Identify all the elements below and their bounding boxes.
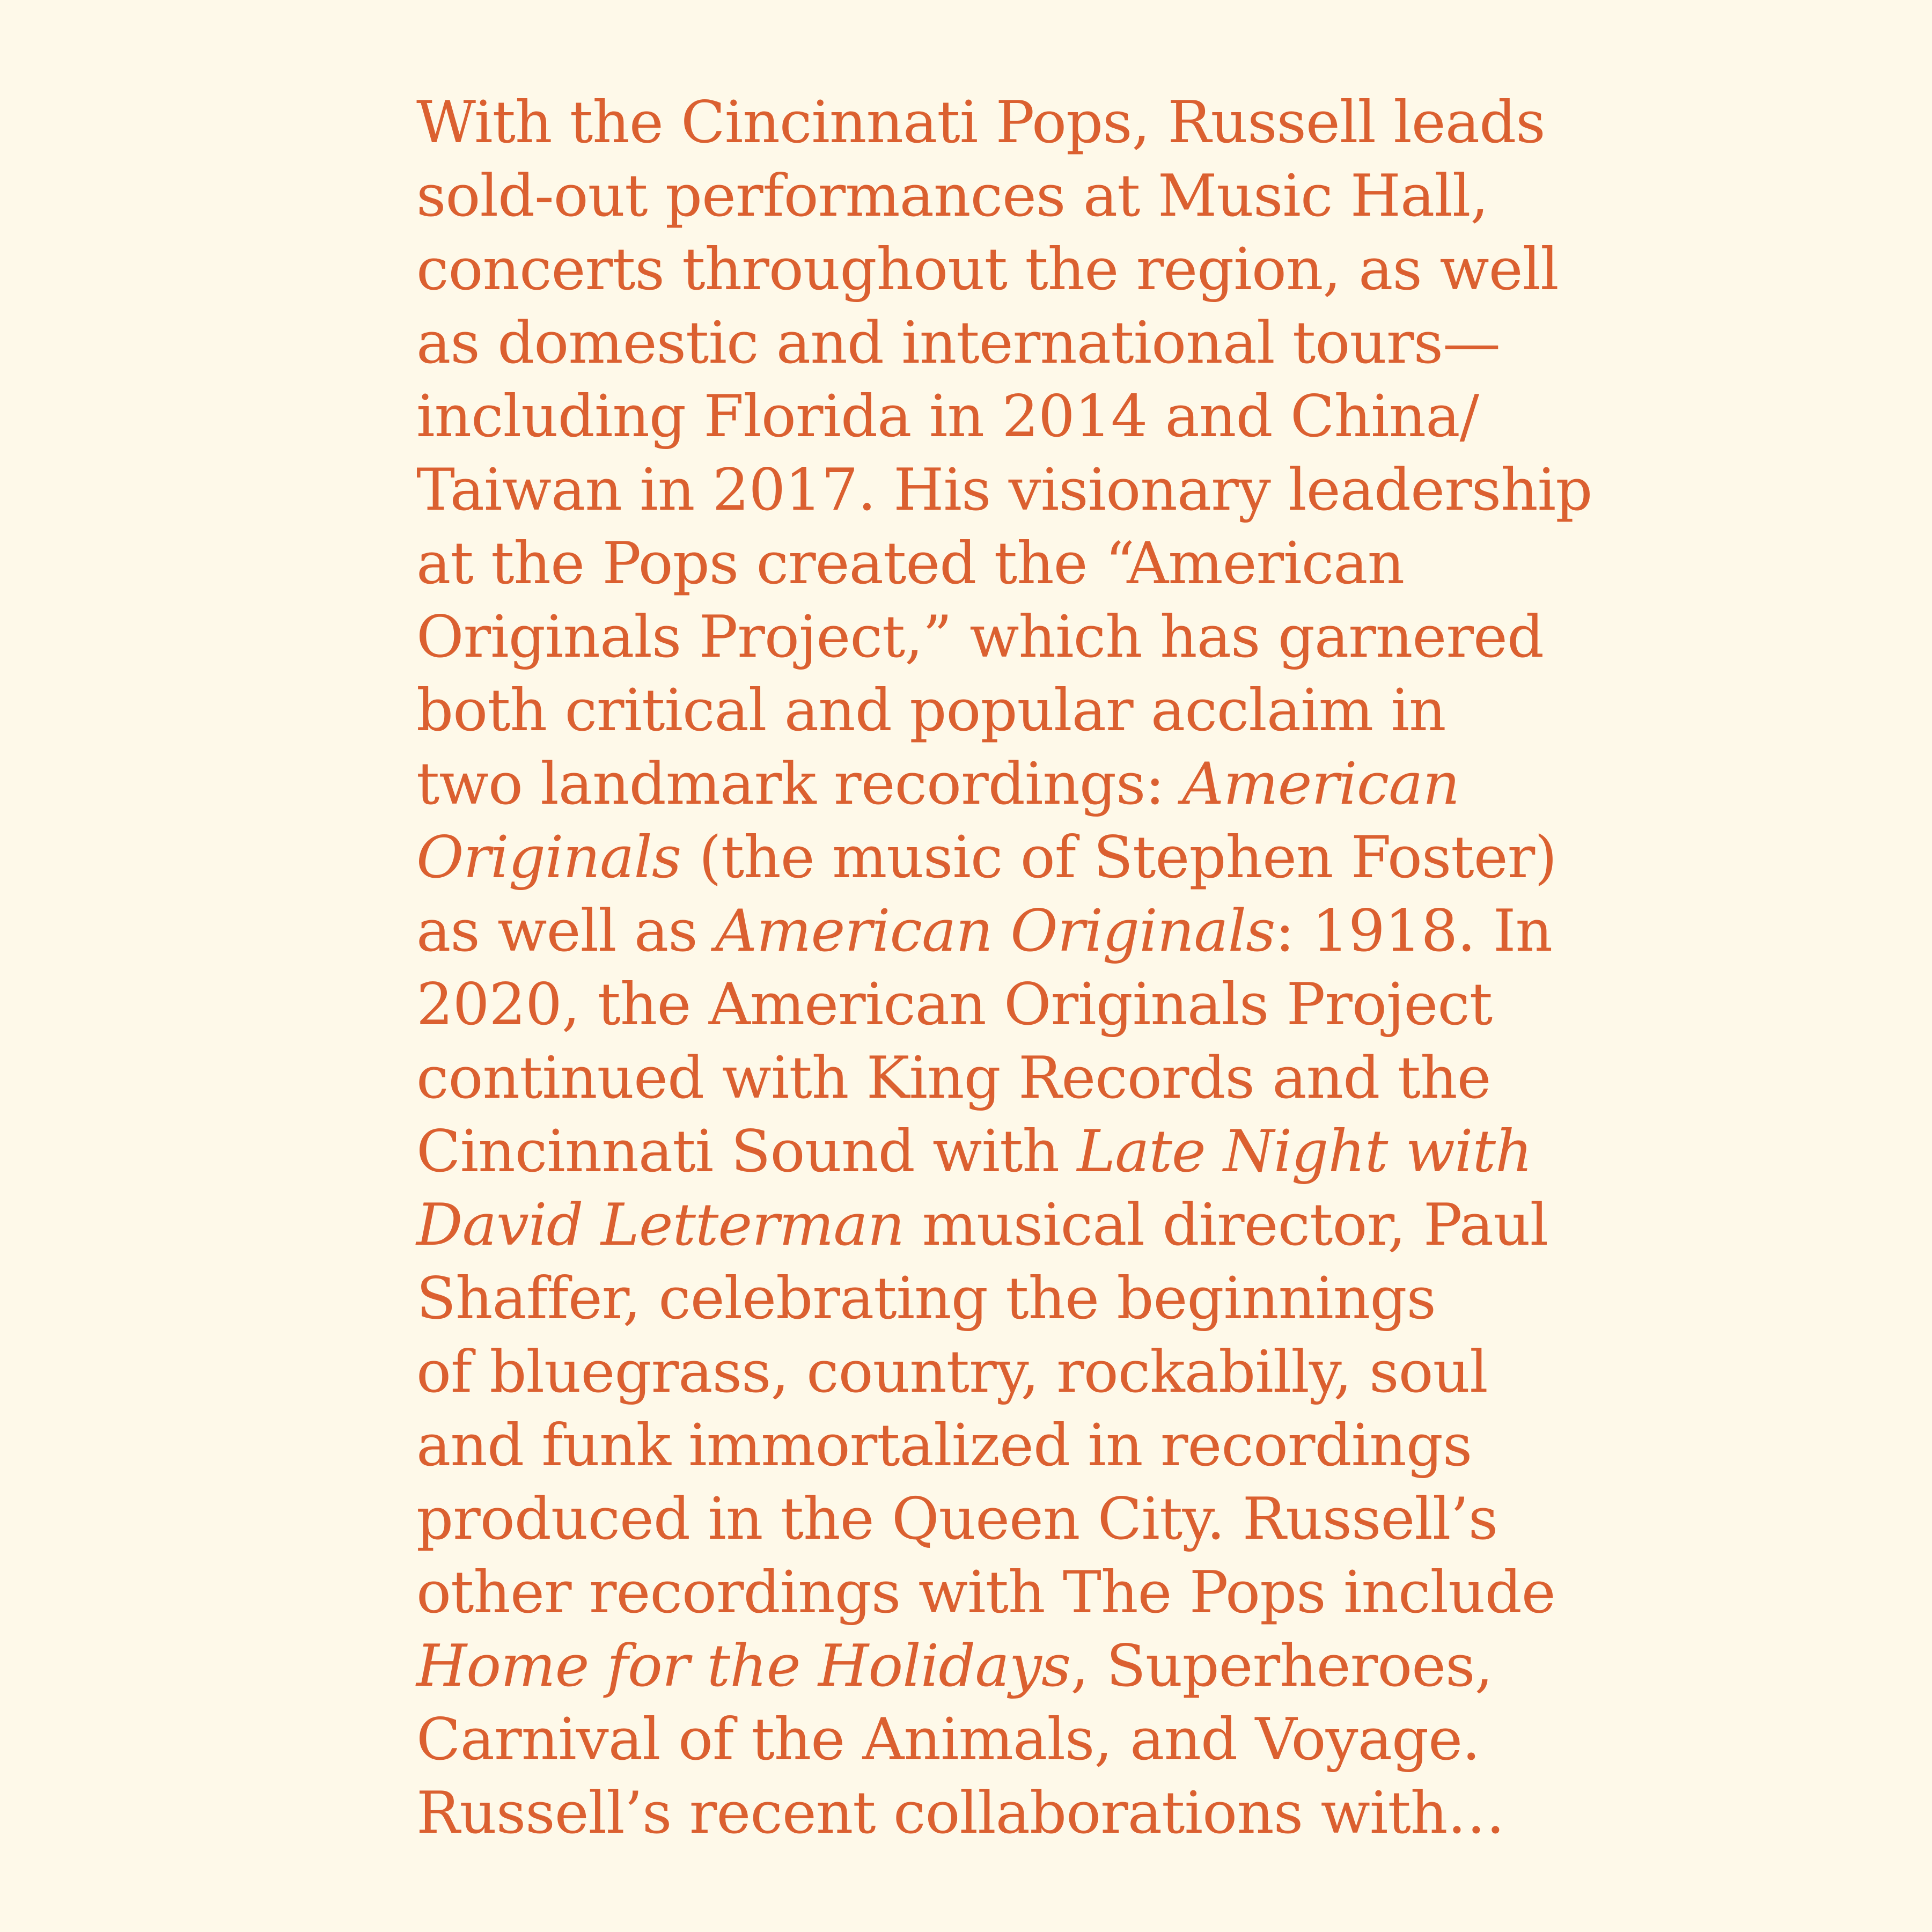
body-text: of bluegrass, country, rockabilly, soul <box>416 1339 1488 1406</box>
body-text: both critical and popular acclaim in <box>416 677 1446 744</box>
body-text: musical director, Paul <box>904 1192 1548 1259</box>
body-text: as well as <box>416 898 716 965</box>
italic-title-text: Late Night with <box>1077 1118 1532 1185</box>
text-line <box>416 1115 1543 1188</box>
text-line <box>416 453 1592 527</box>
text-line <box>416 1335 1543 1409</box>
italic-title-text: Originals <box>416 824 681 891</box>
body-text: as domestic and international tours— <box>416 310 1501 377</box>
body-text: at the Pops created the “American <box>416 530 1405 597</box>
text-line <box>416 1188 1548 1262</box>
body-text: produced in the Queen City. Russell’s <box>416 1486 1498 1553</box>
body-text: Taiwan in 2017. His visionary leadership <box>416 457 1592 524</box>
text-line <box>416 674 1543 747</box>
text-line <box>416 1409 1543 1482</box>
body-text: , Superheroes, <box>1070 1633 1493 1700</box>
text-line <box>416 380 1543 453</box>
body-text: (the music of Stephen Foster) <box>681 824 1557 891</box>
text-line <box>416 894 1553 968</box>
text-line <box>416 600 1543 674</box>
body-text: continued with King Records and the <box>416 1045 1491 1112</box>
body-text: sold-out performances at Music Hall, <box>416 163 1488 230</box>
body-text: including Florida in 2014 and China/ <box>416 383 1479 450</box>
italic-title-text: Home for the Holidays <box>416 1633 1071 1700</box>
text-line <box>416 527 1543 600</box>
body-text: two landmark recordings: <box>416 751 1182 818</box>
text-line <box>416 1776 1543 1850</box>
italic-title-text: American Originals <box>715 898 1275 965</box>
body-text: Carnival of the Animals, and Voyage. <box>416 1706 1480 1773</box>
body-text: Russell’s recent collaborations with… <box>416 1780 1505 1847</box>
body-text: : 1918. In <box>1275 898 1553 965</box>
text-line <box>416 1556 1555 1629</box>
text-line <box>416 1703 1543 1776</box>
text-line <box>416 968 1543 1041</box>
body-text: Originals Project,” which has garnered <box>416 604 1544 671</box>
text-line <box>416 821 1557 894</box>
text-line <box>416 1041 1543 1115</box>
text-line <box>416 1482 1543 1556</box>
body-text: Shaffer, celebrating the beginnings <box>416 1265 1436 1332</box>
body-text: With the Cincinnati Pops, Russell leads <box>416 89 1545 156</box>
text-line <box>416 1629 1543 1703</box>
text-line <box>416 233 1559 306</box>
text-line <box>416 159 1543 233</box>
body-text: and funk immortalized in recordings <box>416 1412 1472 1479</box>
body-text: concerts throughout the region, as well <box>416 236 1559 303</box>
text-line <box>416 306 1543 380</box>
text-line <box>416 1262 1543 1335</box>
italic-title-text: American <box>1182 751 1460 818</box>
text-line <box>416 747 1543 821</box>
italic-title-text: David Letterman <box>416 1192 905 1259</box>
body-text: Cincinnati Sound with <box>416 1118 1077 1185</box>
body-text: 2020, the American Originals Project <box>416 971 1493 1038</box>
text-line <box>416 86 1543 159</box>
body-text: other recordings with The Pops include <box>416 1559 1555 1626</box>
bio-paragraph <box>416 86 1592 1850</box>
